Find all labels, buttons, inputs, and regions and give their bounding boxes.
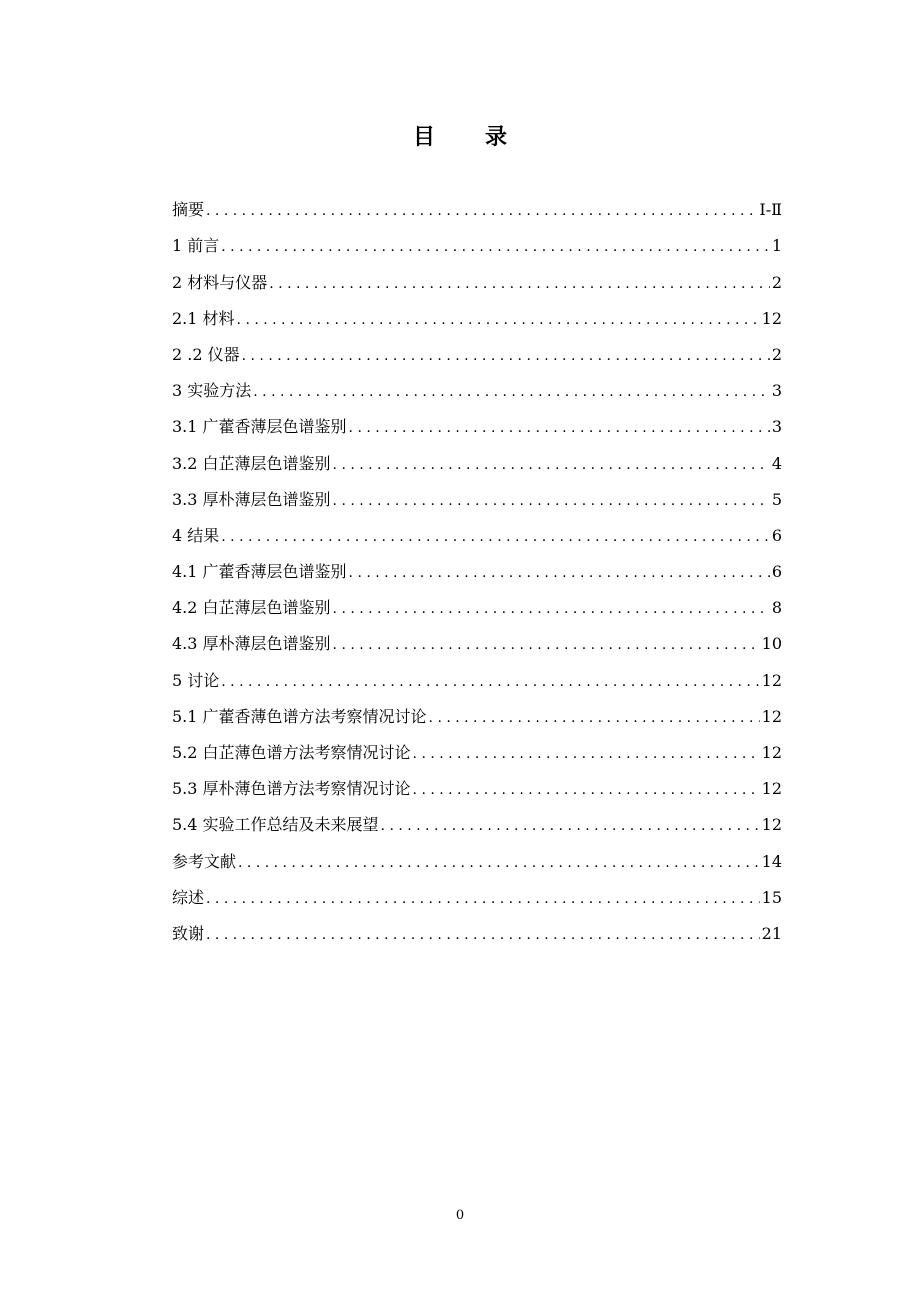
toc-dot-leader: [333, 632, 760, 658]
page-number: 0: [455, 1208, 465, 1223]
toc-entry-page-number: 6: [771, 562, 782, 582]
toc-entry-label: 2 材料与仪器: [172, 272, 268, 292]
title-char-1: 目: [412, 124, 435, 150]
toc-entry-page-number: 1: [771, 236, 782, 256]
toc-entry-label: 5.3 厚朴薄色谱方法考察情况讨论: [172, 779, 411, 799]
toc-entry-label: 致谢: [172, 923, 205, 943]
toc-entry[interactable]: [172, 912, 782, 948]
toc-entry-page-number: 8: [771, 598, 782, 618]
toc-entry[interactable]: [172, 224, 782, 260]
toc-entry-page-number: 6: [771, 525, 782, 545]
toc-dot-leader: [413, 741, 760, 767]
toc-entry-page-number: 12: [761, 779, 782, 799]
toc-entry-label: 1 前言: [172, 236, 220, 256]
table-of-contents: [172, 188, 782, 948]
toc-dot-leader: [269, 271, 770, 297]
toc-dot-leader: [349, 560, 770, 586]
toc-dot-leader: [349, 415, 770, 441]
toc-entry-label: 3.2 白芷薄层色谱鉴别: [172, 453, 331, 473]
toc-entry[interactable]: [172, 839, 782, 875]
toc-entry[interactable]: [172, 550, 782, 586]
toc-entry-label: 5 讨论: [172, 670, 220, 690]
toc-entry-label: 4.3 厚朴薄层色谱鉴别: [172, 634, 331, 654]
toc-entry-label: 4 结果: [172, 525, 220, 545]
toc-entry-page-number: 21: [761, 923, 782, 943]
toc-entry-label: 4.2 白芷薄层色谱鉴别: [172, 598, 331, 618]
toc-entry-page-number: 3: [771, 417, 782, 437]
toc-dot-leader: [253, 379, 770, 405]
toc-entry-page-number: 12: [761, 308, 782, 328]
toc-dot-leader: [333, 488, 770, 514]
toc-entry-page-number: 2: [771, 344, 782, 364]
toc-entry-label: 5.4 实验工作总结及未来展望: [172, 815, 379, 835]
toc-entry[interactable]: [172, 514, 782, 550]
toc-dot-leader: [413, 777, 760, 803]
toc-dot-leader: [206, 922, 760, 948]
toc-entry[interactable]: [172, 405, 782, 441]
toc-entry-label: 参考文献: [172, 851, 237, 871]
toc-entry-label: 3 实验方法: [172, 381, 252, 401]
toc-entry-label: 摘要: [172, 200, 205, 220]
toc-dot-leader: [221, 234, 770, 260]
toc-entry-page-number: 15: [761, 887, 782, 907]
toc-entry-page-number: 12: [761, 815, 782, 835]
toc-entry[interactable]: [172, 297, 782, 333]
toc-entry[interactable]: [172, 695, 782, 731]
toc-entry-page-number: 12: [761, 670, 782, 690]
toc-entry-page-number: 2: [771, 272, 782, 292]
toc-entry-page-number: 12: [761, 706, 782, 726]
toc-entry-page-number: 5: [771, 489, 782, 509]
toc-entry[interactable]: [172, 767, 782, 803]
toc-dot-leader: [221, 524, 770, 550]
toc-entry[interactable]: [172, 188, 782, 224]
toc-dot-leader: [237, 307, 760, 333]
toc-dot-leader: [242, 343, 770, 369]
toc-dot-leader: [333, 596, 770, 622]
toc-entry-page-number: 10: [761, 634, 782, 654]
toc-dot-leader: [238, 850, 760, 876]
toc-entry-label: 5.2 白芷薄色谱方法考察情况讨论: [172, 743, 411, 762]
toc-entry-label: 2.1 材料: [172, 308, 235, 328]
toc-dot-leader: [429, 705, 760, 731]
toc-entry[interactable]: [172, 369, 782, 405]
page-title: [0, 120, 920, 151]
toc-entry-page-number: 12: [761, 743, 782, 762]
toc-entry[interactable]: [172, 622, 782, 658]
toc-entry[interactable]: [172, 876, 782, 912]
toc-dot-leader: [333, 452, 770, 478]
toc-entry[interactable]: [172, 478, 782, 514]
toc-dot-leader: [206, 198, 757, 224]
toc-entry[interactable]: [172, 586, 782, 622]
toc-entry[interactable]: [172, 658, 782, 694]
toc-entry[interactable]: [172, 803, 782, 839]
toc-entry[interactable]: [172, 260, 782, 296]
toc-entry[interactable]: [172, 333, 782, 369]
toc-entry-page-number: 4: [771, 453, 782, 473]
toc-dot-leader: [381, 813, 760, 839]
toc-entry-page-number: 3: [771, 381, 782, 401]
toc-entry-page-number: Ⅰ-Ⅱ: [759, 200, 782, 220]
toc-entry[interactable]: [172, 731, 782, 767]
toc-entry-label: 3.1 广藿香薄层色谱鉴别: [172, 417, 347, 437]
toc-entry-label: 综述: [172, 887, 205, 907]
toc-dot-leader: [206, 886, 760, 912]
toc-entry-page-number: 14: [761, 851, 782, 871]
toc-dot-leader: [221, 669, 759, 695]
toc-entry-label: 5.1 广藿香薄色谱方法考察情况讨论: [172, 706, 427, 726]
toc-entry-label: 4.1 广藿香薄层色谱鉴别: [172, 562, 347, 582]
toc-entry-label: 3.3 厚朴薄层色谱鉴别: [172, 489, 331, 509]
toc-entry[interactable]: [172, 441, 782, 477]
title-char-2: 录: [485, 124, 508, 150]
toc-entry-label: 2 .2 仪器: [172, 344, 240, 364]
